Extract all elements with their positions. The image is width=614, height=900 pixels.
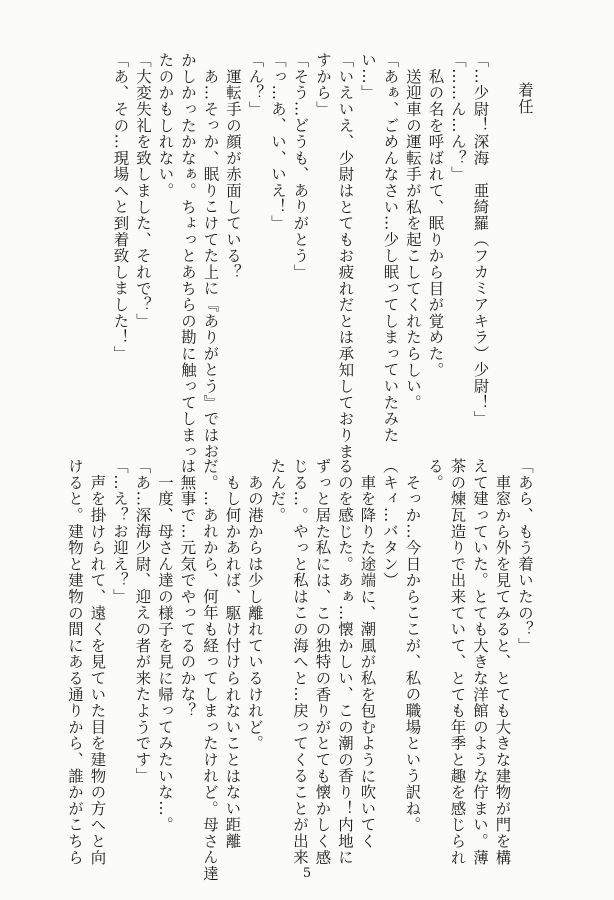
text-line: 「大変失礼を致しました、それで？」 bbox=[134, 52, 152, 330]
text-line: は無事で…元気でやってるのかな？ bbox=[178, 458, 197, 719]
page-number: 5 bbox=[302, 866, 312, 881]
text-line: えて建っていた。とても大きな洋館のような佇まい。薄 bbox=[471, 458, 489, 866]
upper-text-block bbox=[66, 52, 536, 460]
text-line: 「…え？お迎え？」 bbox=[111, 458, 129, 605]
text-line: ずっと居た私には、この独特の香りがとても懐かしく感 bbox=[313, 458, 332, 866]
text-line: もし何かあれば、駆け付けられないことはない距離 bbox=[223, 458, 242, 850]
text-line: あの港からは少し離れているけれど。 bbox=[246, 458, 264, 752]
text-line: 車窓から外を見てみると、とても大きな建物が門を構 bbox=[493, 458, 512, 866]
text-line: 「あぁ、ごめんなさい…少し眠ってしまっていたみた bbox=[381, 52, 400, 444]
text-line: 声を掛けられて、遠くを見ていた目を建物の方へと向 bbox=[88, 458, 107, 866]
text-line: 「あ…深海少尉、迎えの者が来たようです」 bbox=[133, 458, 152, 784]
text-line: 「…少尉！深海 亜綺羅（フカミアキラ）少尉！」 bbox=[471, 52, 490, 427]
text-line: けると。建物と建物の間にある通りから、誰かがこちら bbox=[66, 458, 84, 866]
lower-text-block bbox=[66, 458, 536, 882]
text-line: る。 bbox=[426, 458, 444, 491]
text-line: るのを感じた。あぁ…懐かしい、この潮の香り！内地に bbox=[336, 458, 354, 866]
text-line: あ…そっか、眠りこけてた上に『ありがとう』ではお bbox=[201, 52, 220, 460]
text-line: 一度、母さん達の様子を見に帰ってみたいな…。 bbox=[156, 458, 174, 833]
text-line: 車を降りた途端に、潮風が私を包むように吹いてく bbox=[358, 458, 377, 850]
text-line: 私の名を呼ばれて、眠りから目が覚めた。 bbox=[426, 52, 445, 378]
text-line: 「……ん…ん？」 bbox=[449, 52, 467, 183]
text-line: 「あら、もう着いたの？」 bbox=[516, 458, 534, 654]
text-line: すから」 bbox=[314, 52, 332, 118]
text-line: 「あ、その…現場へと到着致しました！」 bbox=[111, 52, 130, 362]
text-line: （キィ…バタン） bbox=[381, 458, 399, 589]
text-line: じる…。やっと私はこの海へと…戻ってくることが出来 bbox=[291, 458, 309, 866]
text-line: 「そう…どうも、ありがとう」 bbox=[291, 52, 310, 281]
text-line: そっか…今日からここが、私の職場という訳ね。 bbox=[403, 458, 422, 833]
text-line: かしかったかなぁ。ちょっとあちらの勘に触ってしまっ bbox=[179, 52, 197, 460]
text-line: 送迎車の運転手が私を起こしてくれたらしい。 bbox=[404, 52, 422, 411]
text-line: 運転手の顔が赤面している？ bbox=[224, 52, 242, 281]
text-line: 「ん？」 bbox=[246, 52, 265, 118]
text-line: 茶の煉瓦造りで出来ていて、とても年季と趣を感じられ bbox=[448, 458, 467, 866]
text-line: い…」 bbox=[359, 52, 377, 101]
text-line: だ。…あれから、何年も経ってしまったけれど。母さん達 bbox=[201, 458, 219, 882]
text-line: 「っ…あ、い、いえ！」 bbox=[269, 52, 287, 232]
text-line: 「いえいえ、少尉はとてもお疲れだとは承知しておりま bbox=[336, 52, 355, 460]
chapter-title: 着任 bbox=[516, 82, 534, 115]
text-line: たんだ。 bbox=[268, 458, 287, 524]
text-line: たのかもしれない。 bbox=[156, 52, 175, 199]
